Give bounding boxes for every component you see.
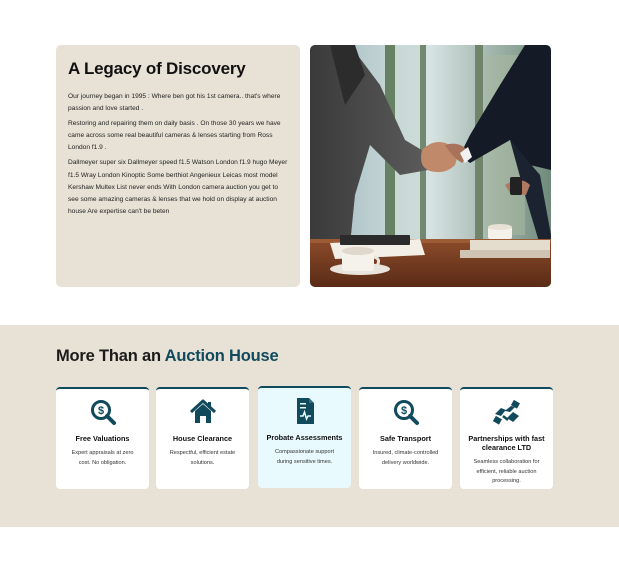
legacy-section <box>56 45 551 287</box>
svg-text:$: $ <box>400 405 407 417</box>
legacy-title: A Legacy of Discovery <box>68 59 246 78</box>
service-description: Seamless collaboration for efficient, reliable auction processing. <box>473 459 540 484</box>
service-card-free-valuations[interactable] <box>56 387 149 489</box>
services-band <box>0 325 619 527</box>
service-title: Partnerships with fast clearance LTD <box>468 434 545 452</box>
service-card-probate-assessments[interactable] <box>258 386 351 488</box>
svg-text:$: $ <box>97 405 104 417</box>
service-description: Insured, climate-controlled delivery worldwide. <box>372 450 439 466</box>
handshake-illustration <box>310 45 551 287</box>
legacy-paragraph-2: Restoring and repairing them on daily basis . On those 30 years we have came across some real beautiful cameras & lenses starting from Ross London f1.9 . <box>68 120 281 152</box>
handshake-icon <box>493 398 521 426</box>
legacy-paragraph-3: Dallmeyer super six Dallmeyer speed f1.5 Watson London f1.9 hugo Meyer f1.5 Wray London Kinoptic Some berthiot Angenieux Leicas most model Kershaw Multex List never ends With London camera auction you get to see some amazing cameras & lenses that we hold on display at auction house Are expertise can't be beten <box>68 159 288 215</box>
service-description: Expert appraisals at zero cost. No obligation. <box>71 450 134 466</box>
legacy-text-card <box>56 45 300 287</box>
service-card-house-clearance[interactable] <box>156 387 249 489</box>
house-icon <box>189 398 217 426</box>
services-heading-accent: Auction House <box>164 347 279 365</box>
services-heading-prefix: More Than an <box>56 347 165 365</box>
service-card-safe-transport[interactable] <box>359 387 452 489</box>
service-title: House Clearance <box>172 434 233 443</box>
service-title: Safe Transport <box>379 434 432 443</box>
service-title: Probate Assessments <box>266 433 343 442</box>
service-description: Compassionate support during sensitive times. <box>274 449 335 465</box>
service-card-partnerships[interactable] <box>460 387 553 489</box>
services-list <box>56 386 553 490</box>
handshake-photo <box>310 45 551 287</box>
legacy-paragraph-1: Our journey began in 1995 : Where ben got his 1st camera.. that's where passion and love started . <box>68 93 281 113</box>
document-icon <box>291 397 319 425</box>
search-dollar-icon <box>392 398 420 426</box>
service-description: Respectful, efficient estate solutions. <box>169 450 236 466</box>
search-dollar-icon <box>89 398 117 426</box>
service-title: Free Valuations <box>75 434 130 443</box>
services-heading <box>56 347 278 366</box>
